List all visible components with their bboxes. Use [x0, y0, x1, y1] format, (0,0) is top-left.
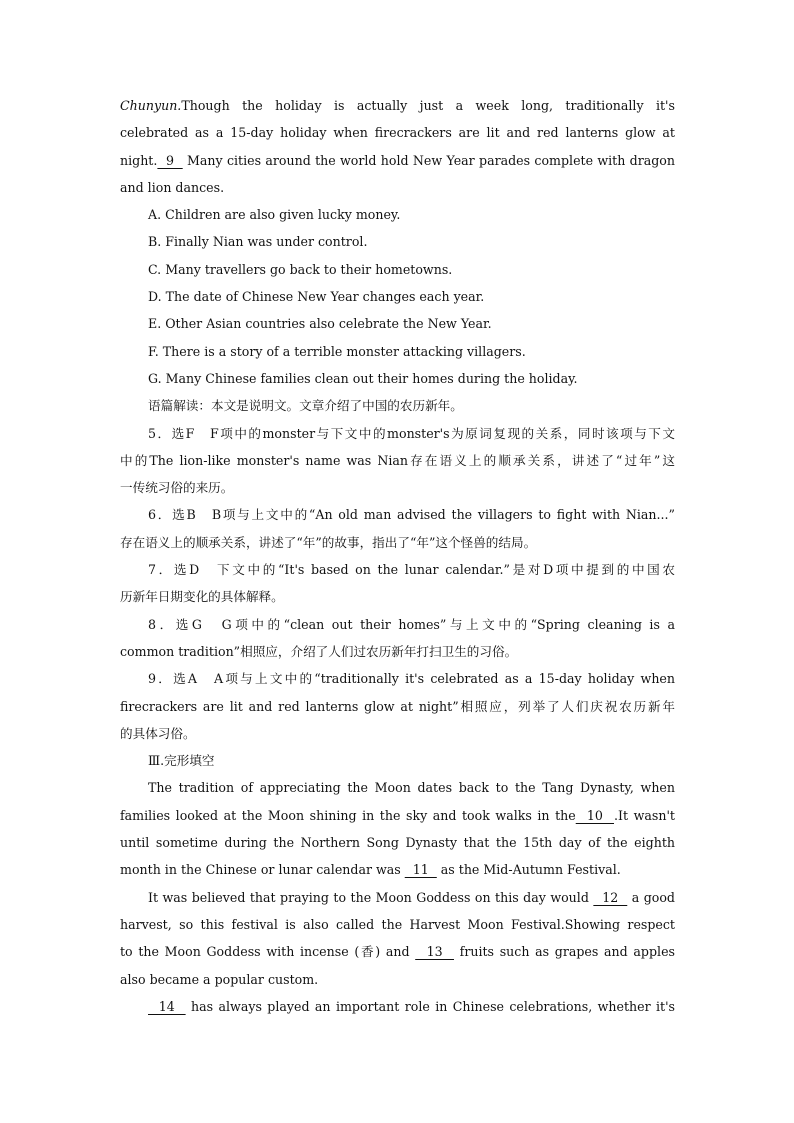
answer-blank-13: 13	[415, 944, 454, 960]
cloze-text: families looked at the Moon shining in the sky and took walks in the	[120, 807, 576, 823]
cloze-line: until sometime during the Northern Song Dynasty that the 15th day of the eighth	[120, 835, 675, 851]
cloze-line	[120, 802, 675, 829]
document-page	[120, 92, 675, 1020]
option-f: F. There is a story of a terrible monster attacking villagers.	[148, 343, 526, 359]
cloze-line: harvest, so this festival is also called the Harvest Moon Festival.Showing respect	[120, 916, 675, 932]
option-a: A. Children are also given lucky money.	[148, 207, 401, 223]
answer-5-line: 一传统习俗的来历。	[120, 480, 234, 496]
answer-blank-14: 14	[148, 998, 186, 1014]
passage-text: night.	[120, 152, 158, 168]
answer-5-line: 中的The lion-like monster's name was Nian存在语义上的顺承关系，讲述了“过年”这	[120, 452, 675, 468]
option-c: C. Many travellers go back to their hometowns.	[148, 261, 453, 277]
passage-line	[120, 92, 675, 119]
answer-6-line: 存在语义上的顺承关系，讲述了“年”的故事，指出了“年”这个怪兽的结局。	[120, 534, 537, 550]
cloze-line	[120, 856, 675, 883]
cloze-line: The tradition of appreciating the Moon dates back to the Tang Dynasty, when	[148, 780, 675, 796]
cloze-line: also became a popular custom.	[120, 971, 319, 987]
answer-blank-11: 11	[404, 862, 437, 878]
cloze-text: to the Moon Goddess with incense (香) and	[120, 944, 416, 960]
option-g: G. Many Chinese families clean out their homes during the holiday.	[148, 370, 578, 386]
answer-9-line: firecrackers are lit and red lanterns glow at night”相照应，列举了人们庆祝农历新年	[120, 698, 675, 714]
answer-9-line: 9．选A A项与上文中的“traditionally it's celebrated as a 15-day holiday when	[148, 671, 675, 687]
answer-8-line: 8．选G G项中的“clean out their homes”与上文中的“Spring cleaning is a	[148, 616, 675, 632]
passage-text: Though the holiday is actually just a week long, traditionally it's	[181, 98, 675, 113]
option-b: B. Finally Nian was under control.	[148, 234, 368, 250]
option-e: E. Other Asian countries also celebrate the New Year.	[148, 316, 492, 332]
cloze-text: fruits such as grapes and apples	[453, 944, 675, 960]
cloze-line	[120, 884, 675, 911]
cloze-text: month in the Chinese or lunar calendar was	[120, 862, 405, 878]
passage-text: Many cities around the world hold New Year parades complete with dragon	[182, 152, 675, 168]
answer-9-line: 的具体习俗。	[120, 725, 196, 741]
italic-word: Chunyun.	[120, 98, 182, 113]
cloze-line	[120, 938, 675, 965]
answer-blank-9: 9	[157, 152, 183, 168]
analysis-intro: 语篇解读：本文是说明文。文章介绍了中国的农历新年。	[148, 398, 463, 414]
passage-line	[120, 147, 675, 174]
passage-line: and lion dances.	[120, 179, 225, 195]
answer-5-line: 5．选F F项中的monster与下文中的monster's为原词复现的关系，同时该项与下文	[148, 425, 675, 441]
cloze-text: .It wasn't	[614, 807, 675, 823]
cloze-text: It was believed that praying to the Moon Goddess on this day would	[148, 889, 594, 905]
answer-7-line: 7．选D 下文中的“It's based on the lunar calendar.”是对D项中提到的中国农	[148, 562, 675, 578]
section-heading: Ⅲ.完形填空	[148, 753, 215, 769]
cloze-text: a good	[627, 889, 675, 905]
answer-blank-10: 10	[575, 807, 614, 823]
answer-8-line: common tradition”相照应，介绍了人们过农历新年打扫卫生的习俗。	[120, 643, 518, 659]
answer-6-line: 6．选B B项与上文中的“An old man advised the villagers to fight with Nian...”	[148, 507, 675, 523]
cloze-text: has always played an important role in Chinese celebrations, whether it's	[185, 998, 675, 1014]
answer-blank-12: 12	[593, 889, 628, 905]
cloze-line	[120, 993, 675, 1020]
cloze-text: as the Mid-Autumn Festival.	[436, 862, 621, 878]
option-d: D. The date of Chinese New Year changes each year.	[148, 289, 485, 305]
passage-line: celebrated as a 15-day holiday when firecrackers are lit and red lanterns glow at	[120, 125, 675, 141]
answer-7-line: 历新年日期变化的具体解释。	[120, 589, 284, 605]
